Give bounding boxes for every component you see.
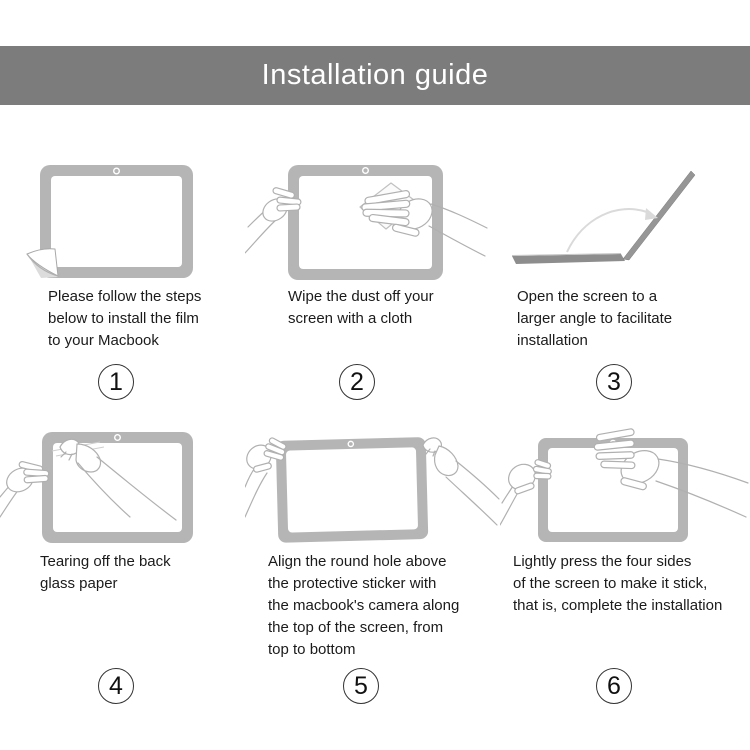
step-2-illustration [245,158,490,293]
step-number-3: 3 [596,364,632,400]
step-4-caption [40,551,230,595]
step-6-caption [513,551,748,617]
caption-line: Wipe the dust off your [288,288,434,305]
right-pinching-hand-icon [423,438,499,525]
caption-line: Lightly press the four sides [513,553,692,570]
macbook-screen-icon [276,437,429,543]
caption-line: below to install the film [48,310,199,327]
caption-line: Open the screen to a [517,288,658,305]
page-title: Installation guide [261,59,489,91]
step-4-illustration [0,425,240,565]
caption-line: of the screen to make it stick, [513,575,708,592]
caption-line: Align the round hole above [268,553,447,570]
caption-line: the macbook's camera along [268,597,460,614]
caption-line: to your Macbook [48,332,159,349]
header-banner [0,46,750,105]
caption-line: larger angle to facilitate [517,310,673,327]
caption-line: Please follow the steps [48,288,202,305]
step-5-illustration [245,425,500,565]
step-number-5: 5 [343,668,379,704]
peeling-film-corner-icon [27,249,58,278]
step-number-1: 1 [98,364,134,400]
laptop-base-icon [512,254,625,265]
open-angle-arrow-icon [567,208,658,252]
caption-line: screen with a cloth [288,310,413,327]
step-1-caption [48,286,243,352]
caption-line: installation [517,332,588,349]
caption-line: Tearing off the back [40,553,171,570]
laptop-lid-icon [623,171,695,260]
step-1-illustration [10,158,240,288]
step-3-illustration [495,158,745,293]
step-2-caption [288,286,478,330]
step-number-2: 2 [339,364,375,400]
macbook-screen-icon [40,165,193,278]
step-6-illustration [500,425,750,565]
caption-line: the protective sticker with [268,575,437,592]
step-5-caption [268,551,483,661]
caption-line: top to bottom [268,641,356,658]
step-number-6: 6 [596,668,632,704]
caption-line: that is, complete the installation [513,597,723,614]
caption-line: glass paper [40,575,118,592]
step-3-caption [517,286,717,352]
left-hand-icon [0,461,49,517]
step-number-4: 4 [98,668,134,704]
caption-line: the top of the screen, from [268,619,444,636]
